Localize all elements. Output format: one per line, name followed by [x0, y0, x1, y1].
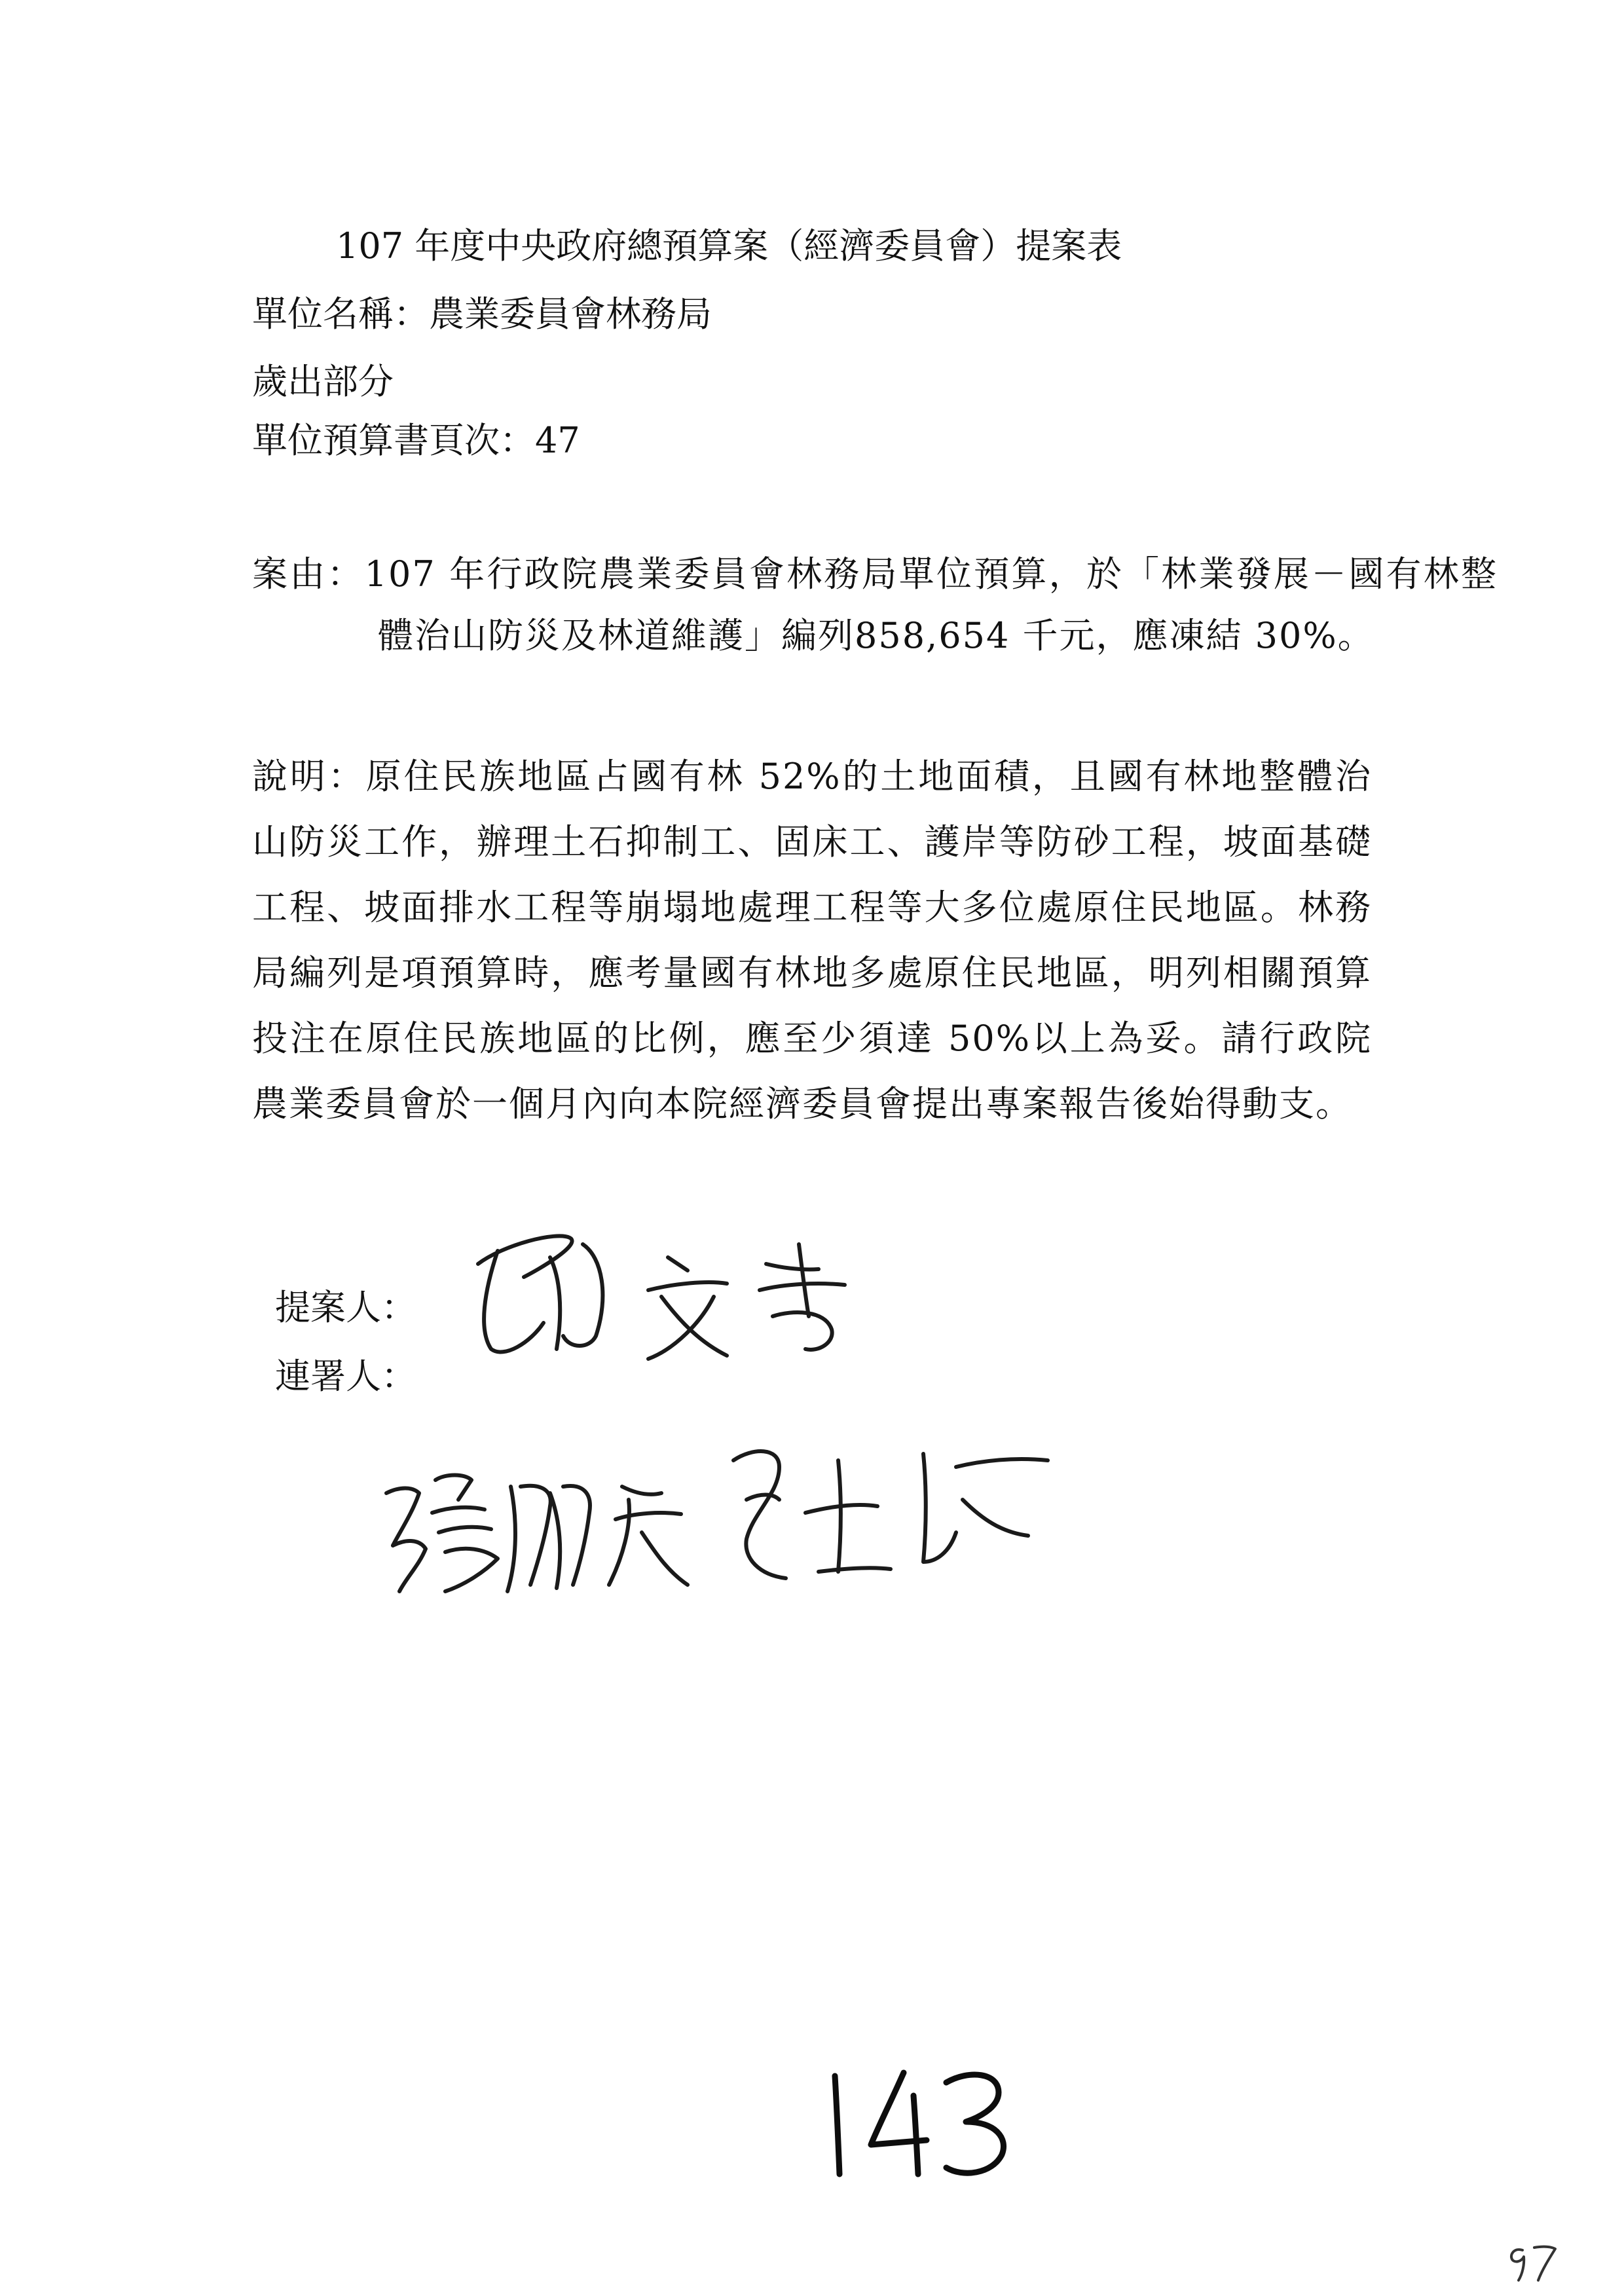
unit-name: 單位名稱：農業委員會林務局 [252, 293, 712, 335]
budget-page-ref: 單位預算書頁次：47 [252, 420, 580, 461]
description-paragraph [252, 744, 1372, 1137]
section-label: 歲出部分 [252, 361, 394, 402]
description-text: 原住民族地區占國有林 52%的土地面積，且國有林地整體治山防災工作，辦理土石抑制工、固床工、護岸等防砂工程，坡面基礎工程、坡面排水工程等崩塌地處理工程等大多位處原住民地區。林務局編列是項預算時，應考量國有林地多處原住民地區，明列相關預算投注在原住民族地區的比例，應至少須達 50%以上為妥。請行政院農業委員會於一個月內向本院經濟委員會提出專案報告後始得動支。 [252, 756, 1373, 1124]
case-label: 案由： [252, 553, 365, 595]
handwritten-page-number [812, 2056, 1028, 2190]
cosigner-label: 連署人： [275, 1356, 416, 1397]
cosigner-signature-1 [373, 1434, 701, 1604]
case-paragraph [252, 544, 1498, 667]
case-text: 107 年行政院農業委員會林務局單位預算，於「林業發展－國有林整體治山防災及林道維護」編列858,654 千元，應凍結 30%。 [364, 553, 1498, 656]
proposer-signature [452, 1218, 858, 1369]
description-label: 說明： [252, 756, 366, 797]
corner-page-number [1503, 2238, 1562, 2287]
cosigner-signature-2 [707, 1421, 1074, 1591]
proposer-label: 提案人： [275, 1287, 416, 1328]
document-title: 107 年度中央政府總預算案（經濟委員會）提案表 [336, 225, 1122, 267]
